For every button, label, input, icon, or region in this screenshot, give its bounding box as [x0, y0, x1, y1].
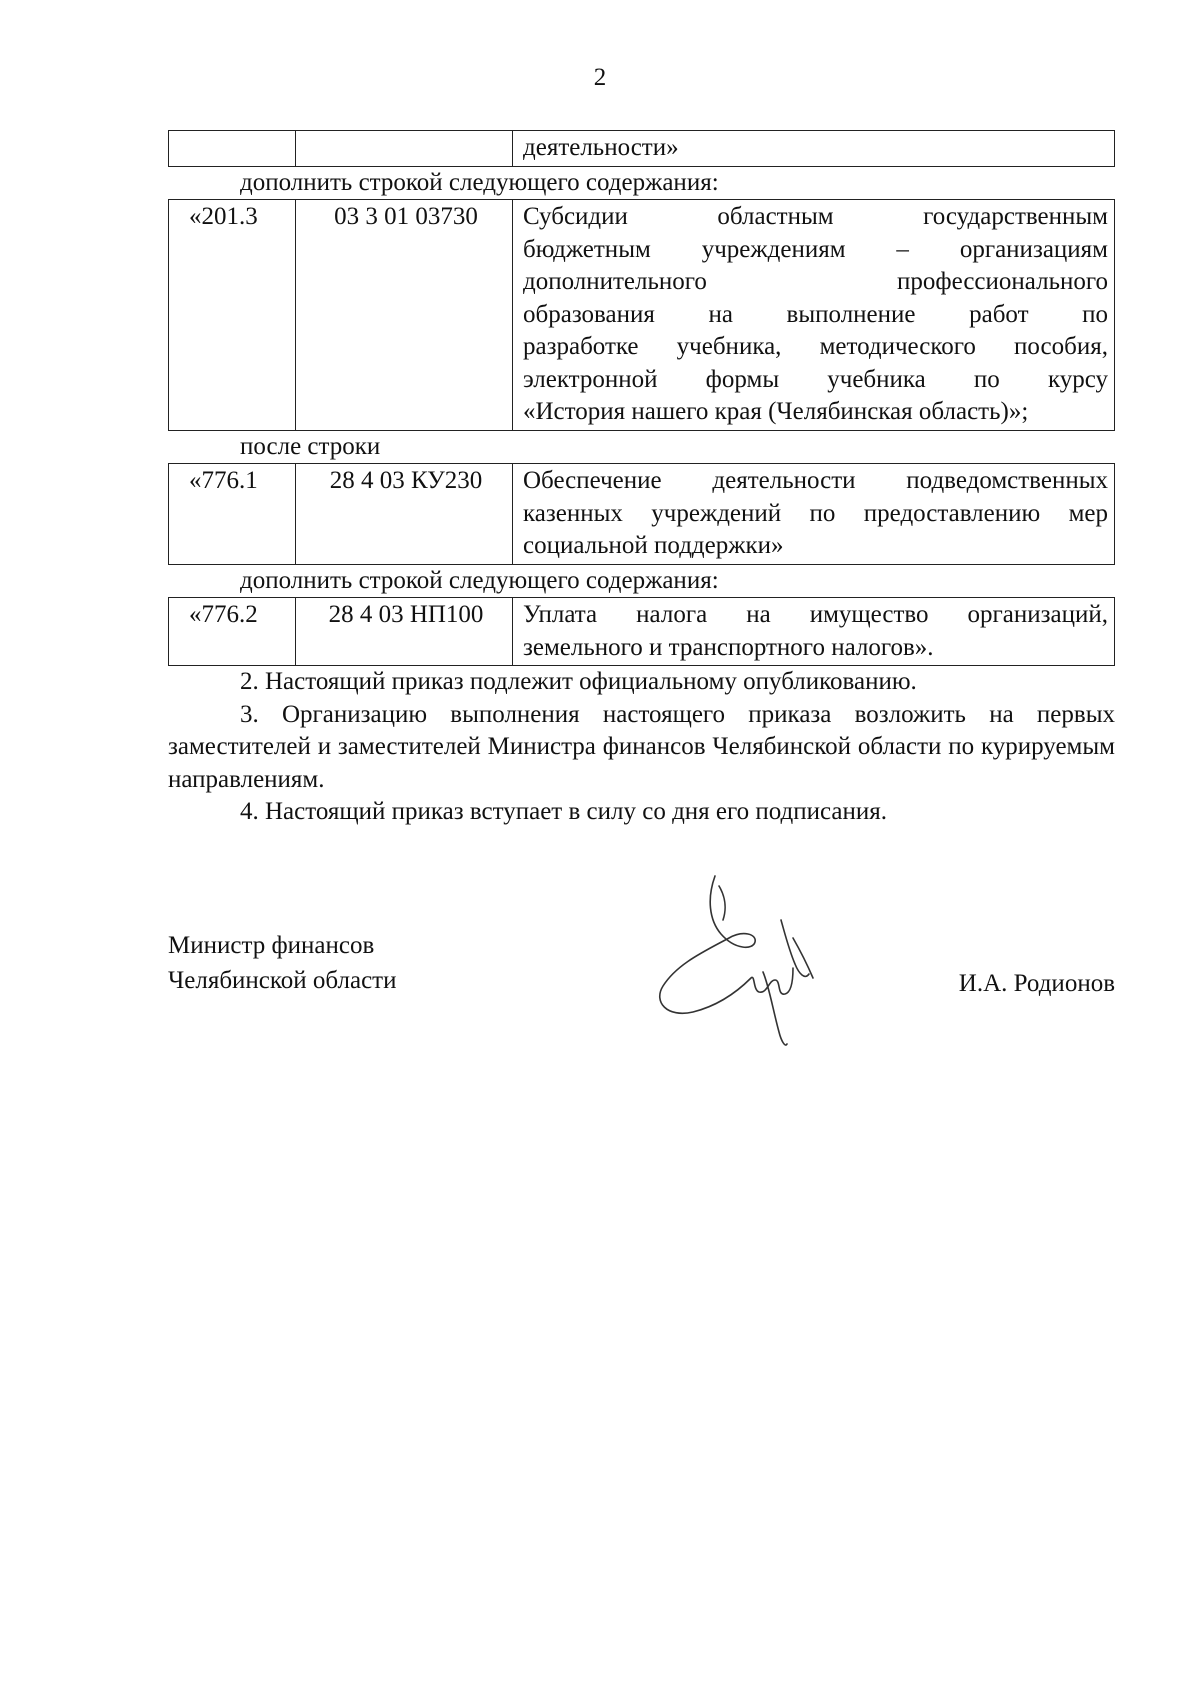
row-number: «776.1: [169, 464, 296, 565]
description-line: дополнительного профессионального: [523, 268, 1108, 295]
description-line: земельного и транспортного налогов».: [523, 633, 934, 661]
table-row-776-2: [168, 597, 1115, 666]
row-description: [513, 200, 1115, 431]
paragraph-3: 3. Организацию выполнения настоящего приказа возложить на первых заместителей и заместителей Министра финансов Челябинской области по курируемым направлениям.: [168, 700, 1115, 793]
table-row: [169, 131, 1115, 167]
signatory-title-line: Министр финансов: [168, 932, 375, 959]
row-number: «201.3: [169, 200, 296, 431]
description-line: «История нашего края (Челябинская область)»;: [523, 398, 1029, 425]
table-cell: [296, 131, 513, 167]
signature-block: [168, 928, 1115, 1068]
row-description: [513, 598, 1115, 666]
description-line: Уплата налога на имущество организаций,: [523, 601, 1108, 628]
row-description: [513, 464, 1115, 565]
signatory-name: И.А. Родионов: [958, 970, 1115, 997]
row-code: 28 4 03 НП100: [296, 598, 513, 666]
table-row: [169, 598, 1115, 666]
description-line: Субсидии областным государственным: [523, 203, 1108, 230]
table-row-201-3: [168, 199, 1115, 431]
table-row: [169, 464, 1115, 565]
paragraph-4: 4. Настоящий приказ вступает в силу со дня его подписания.: [240, 798, 888, 825]
table-cell: [169, 131, 296, 167]
connector-text: дополнить строкой следующего содержания:: [240, 168, 719, 196]
paragraph-2: 2. Настоящий приказ подлежит официальному опубликованию.: [240, 668, 917, 695]
handwritten-signature: [643, 868, 843, 1068]
description-line: разработке учебника, методического пособия,: [523, 333, 1108, 360]
description-line: социальной поддержки»: [523, 532, 784, 559]
table-row: [169, 200, 1115, 431]
row-code: 03 3 01 03730: [296, 200, 513, 431]
description-line: бюджетным учреждениям – организациям: [523, 235, 1108, 263]
row-number: «776.2: [169, 598, 296, 666]
description-line: электронной формы учебника по курсу: [523, 365, 1108, 393]
table-cell: деятельности»: [513, 131, 1115, 167]
row-code: 28 4 03 КУ230: [296, 464, 513, 565]
connector-text: после строки: [240, 432, 381, 460]
signatory-title-line: Челябинской области: [168, 967, 397, 994]
description-line: казенных учреждений по предоставлению мер: [523, 499, 1108, 527]
page-number: 2: [593, 64, 607, 91]
connector-text: дополнить строкой следующего содержания:: [240, 566, 719, 594]
description-line: Обеспечение деятельности подведомственных: [523, 467, 1108, 494]
description-line: образования на выполнение работ по: [523, 300, 1108, 328]
signatory-title: [168, 928, 396, 998]
table-fragment: [168, 130, 1115, 167]
document-body: [168, 130, 1115, 829]
table-row-776-1: [168, 463, 1115, 565]
